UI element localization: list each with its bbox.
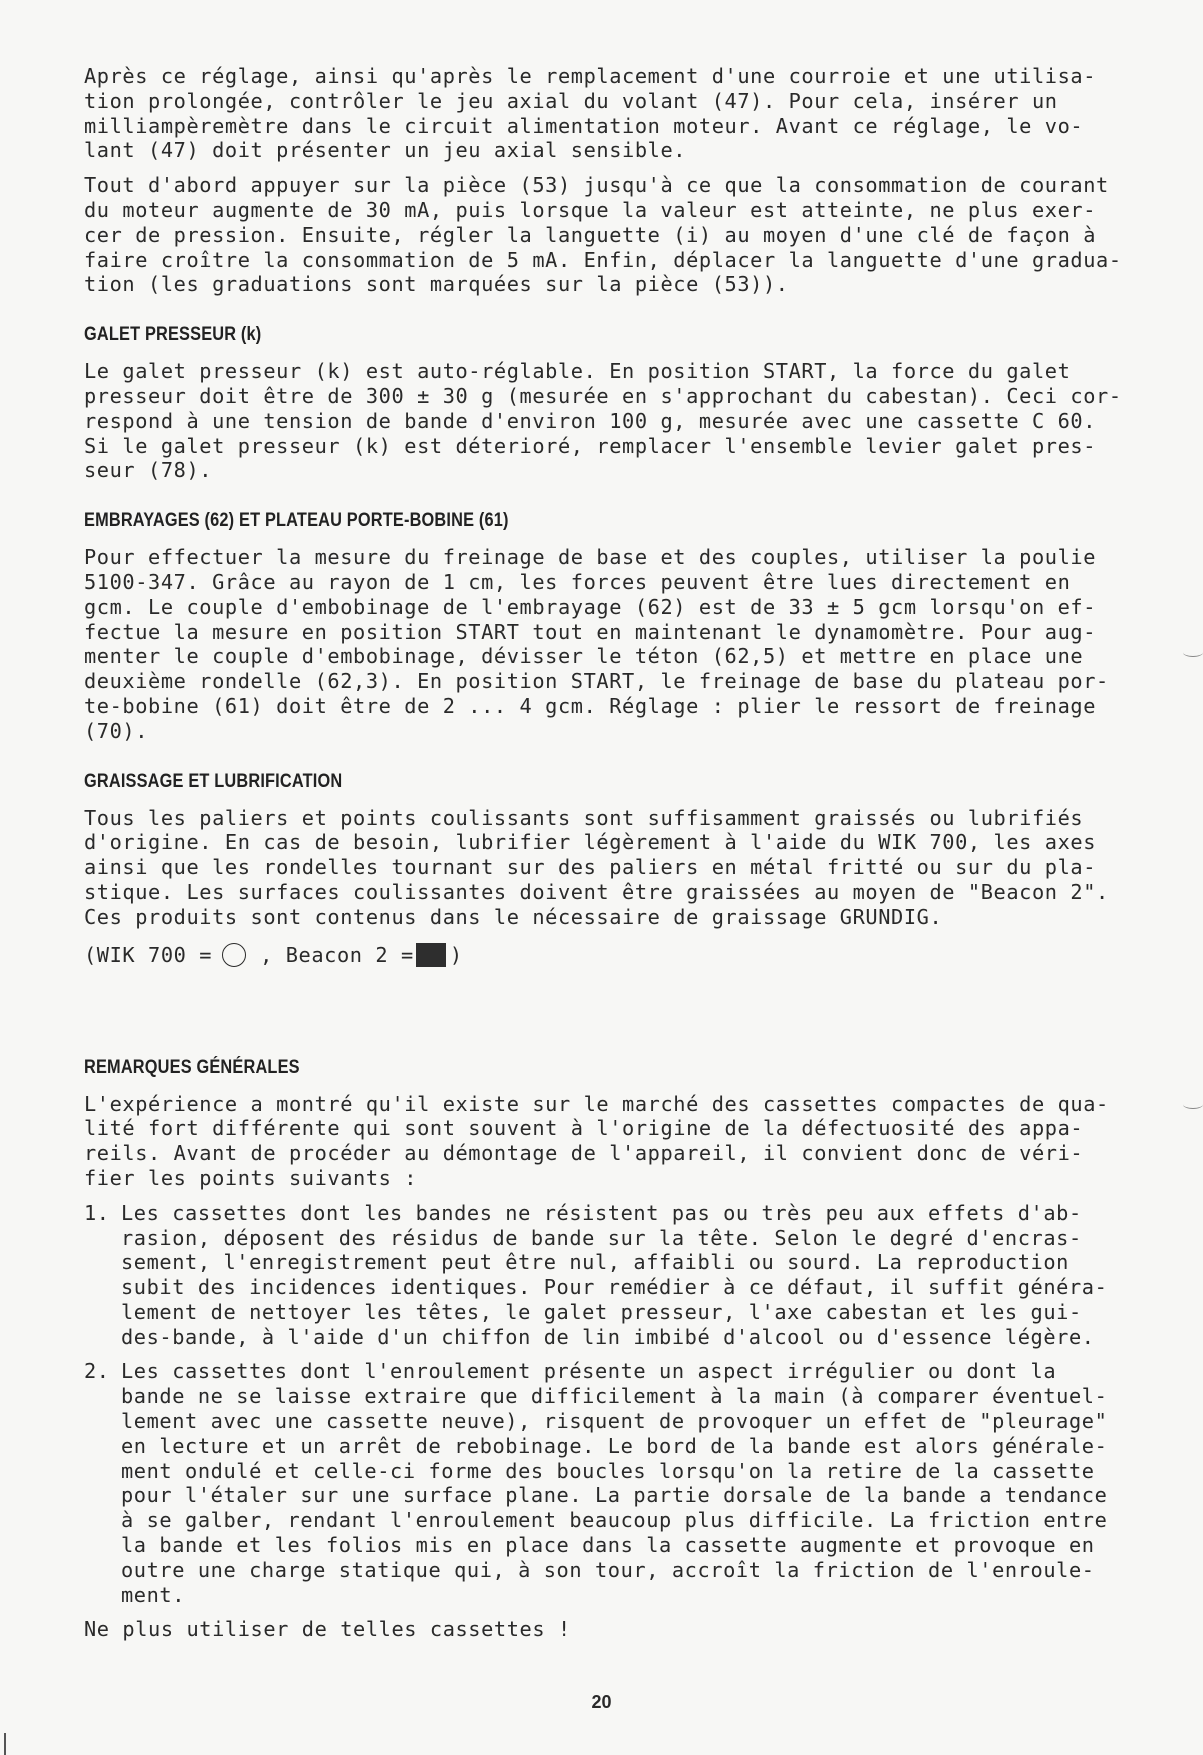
margin-scan-mark (1183, 1100, 1203, 1109)
heading-galet-presseur: GALET PRESSEUR (k) (84, 324, 262, 346)
remarques-intro-paragraph: L'expérience a montré qu'il existe sur le marché des cassettes compactes de qua- lité fort différente qui sont souvent à l'origine de la défectuosité des appa- reils. Avant de procéder au démontage de l'appareil, il convient donc de véri- fier les points suivants : (84, 1091, 1109, 1190)
heading-graissage: GRAISSAGE ET LUBRIFICATION (84, 770, 343, 792)
embrayages-paragraph: Pour effectuer la mesure du freinage de base et des couples, utiliser la poulie 5100-347. Grâce au rayon de 1 cm, les forces peuvent être lues directement en gcm. Le couple d'embobinage de l'embrayage (62) est de 33 ± 5 gcm lorsqu'on ef- fectue la mesure en position START tout en maintenant le dynamomètre. Pour aug- menter le couple d'embobinage, dévisser le téton (62,5) et mettre en place une deuxième rondelle (62,3). En position START, le freinage de base du plateau por- te-bobine (61) doit être de 2 ... 4 gcm. Réglage : plier le ressort de freinage (70). (84, 545, 1109, 743)
list-item-number: 1. (84, 1200, 110, 1225)
edge-scan-mark (4, 1733, 6, 1755)
lubricant-legend (84, 940, 1124, 970)
legend-beacon-label: , Beacon 2 = (260, 942, 414, 967)
intro-paragraph-1: Après ce réglage, ainsi qu'après le remplacement d'une courroie et une utilisa- tion prolongée, contrôler le jeu axial du volant (47). Pour cela, insérer un milliampèremètre dans le circuit alimentation moteur. Avant ce réglage, le vo- lant (47) doit présenter un jeu axial sensible. (84, 64, 1097, 163)
list-item-text: Les cassettes dont les bandes ne résistent pas ou très peu aux effets d'ab- rasion, déposent des résidus de bande sur la tête. Selon le degré d'encras- sement, l'enregistrement peut être nul, affaibli ou sourd. La reproduction subit des incidences identiques. Pour remédier à ce défaut, il suffit généra- lement de nettoyer les têtes, le galet presseur, l'axe cabestan et les gui- des-bande, à l'aide d'un chiffon de lin imbibé d'alcool ou d'essence légère. (121, 1200, 1108, 1349)
list-item-text: Les cassettes dont l'enroulement présente un aspect irrégulier ou dont la bande ne se laisse extraire que difficilement à la main (à comparer éventuel- lement avec une cassette neuve), risquent de provoquer un effet de "pleurage" en lecture et un arrêt de rebobinage. Le bord de la bande est alors générale- ment ondulé et celle-ci forme des boucles lorsqu'on la retire de la cassette pour l'étaler sur une surface plane. La partie dorsale de la bande a tendance à se galber, rendant l'enroulement beaucoup plus difficile. La friction entre la bande et les folios mis en place dans la cassette augmente et provoque en outre une charge statique qui, à son tour, accroît la friction de l'enroule- ment. (121, 1359, 1108, 1607)
list-item-number: 2. (84, 1359, 110, 1384)
galet-presseur-paragraph: Le galet presseur (k) est auto-réglable. En position START, la force du galet presseur doit être de 300 ± 30 g (mesurée en s'approchant du cabestan). Ceci cor- respond à une tension de bande d'environ 100 g, mesurée avec une cassette C 60. Si le galet presseur (k) est déterioré, remplacer l'ensemble levier galet pres- seur (78). (84, 359, 1122, 483)
document-page (84, 64, 1124, 1652)
list-item (84, 1359, 1124, 1607)
heading-remarques: REMARQUES GÉNÉRALES (84, 1056, 300, 1078)
page-number: 20 (591, 1692, 612, 1712)
graissage-paragraph: Tous les paliers et points coulissants sont suffisamment graissés ou lubrifiés d'origine. En cas de besoin, lubrifier légèrement à l'aide du WIK 700, les axes ainsi que les rondelles tournant sur des paliers en métal fritté ou sur du pla- stique. Les surfaces coulissantes doivent être graissées au moyen de "Beacon 2". Ces produits sont contenus dans le nécessaire de graissage GRUNDIG. (84, 805, 1109, 929)
closing-paragraph: Ne plus utiliser de telles cassettes ! (84, 1617, 571, 1642)
wik-700-circle-icon (222, 943, 246, 967)
beacon-2-square-icon (416, 943, 446, 967)
legend-close: ) (449, 942, 463, 967)
list-item (84, 1201, 1124, 1350)
remarques-list (84, 1201, 1124, 1608)
intro-paragraph-2: Tout d'abord appuyer sur la pièce (53) jusqu'à ce que la consommation de courant du moteur augmente de 30 mA, puis lorsque la valeur est atteinte, ne plus exer- cer de pression. Ensuite, régler la languette (i) au moyen d'une clé de façon à faire croître la consommation de 5 mA. Enfin, déplacer la languette d'une gradua- tion (les graduations sont marquées sur la pièce (53)). (84, 173, 1122, 297)
heading-embrayages: EMBRAYAGES (62) ET PLATEAU PORTE-BOBINE (61) (84, 510, 509, 532)
margin-scan-mark (1183, 648, 1203, 657)
legend-wik-label: (WIK 700 = (84, 942, 213, 967)
